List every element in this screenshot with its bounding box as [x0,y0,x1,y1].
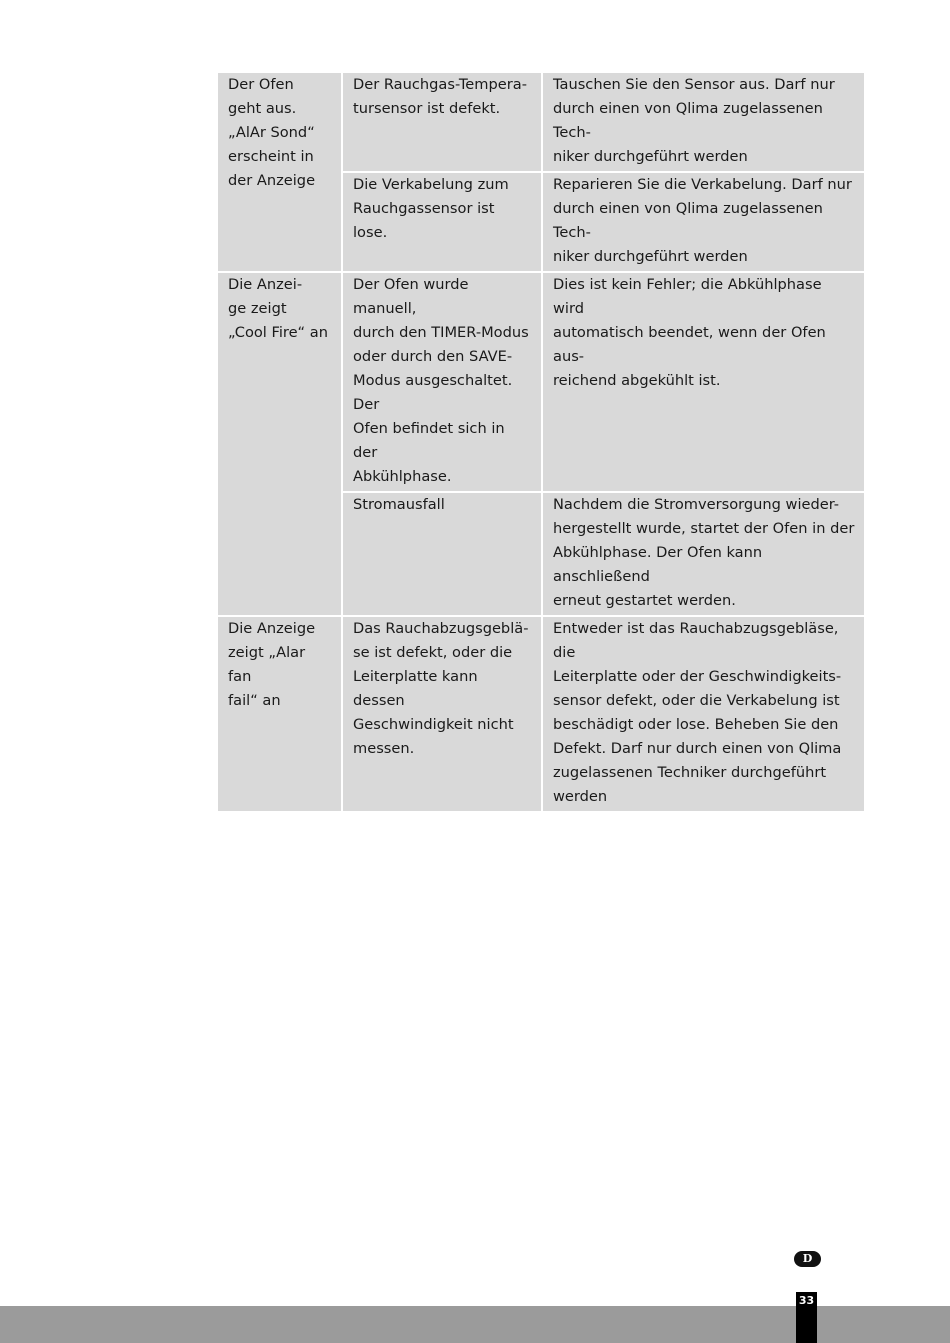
solution-cell: Dies ist kein Fehler; die Abkühlphase wird automatisch beendet, wenn der Ofen aus- reichend abgekühlt ist. [542,272,864,492]
table-row [218,73,864,172]
cause-cell: Stromausfall [342,492,542,616]
problem-cell: Die Anzei- ge zeigt „Cool Fire“ an [218,272,342,616]
solution-cell: Reparieren Sie die Verkabelung. Darf nur durch einen von Qlima zugelassenen Tech- niker durchgeführt werden [542,172,864,272]
table-row [218,272,864,492]
problem-cell: Der Ofen geht aus. „AlAr Sond“ erscheint in der Anzeige [218,73,342,272]
solution-cell: Nachdem die Stromversorgung wieder- hergestellt wurde, startet der Ofen in der Abkühlphase. Der Ofen kann anschließend erneut gestartet werden. [542,492,864,616]
table-row [218,616,864,811]
cause-cell: Das Rauchabzugsgeblä- se ist defekt, oder die Leiterplatte kann dessen Geschwindigkeit nicht messen. [342,616,542,811]
page-number: 33 [798,1294,815,1307]
problem-cell: Die Anzeige zeigt „Alar fan fail“ an [218,616,342,811]
cause-cell: Der Ofen wurde manuell, durch den TIMER-Modus oder durch den SAVE- Modus ausgeschaltet. Der Ofen befindet sich in der Abkühlphase. [342,272,542,492]
language-badge: D [794,1251,821,1267]
solution-cell: Tauschen Sie den Sensor aus. Darf nur durch einen von Qlima zugelassenen Tech- niker durchgeführt werden [542,73,864,172]
solution-cell: Entweder ist das Rauchabzugsgebläse, die Leiterplatte oder der Geschwindigkeits- sensor defekt, oder die Verkabelung ist beschädigt oder lose. Beheben Sie den Defekt. Darf nur durch einen von Qlima zugelassenen Techniker durchgeführt werden [542,616,864,811]
cause-cell: Die Verkabelung zum Rauchgassensor ist lose. [342,172,542,272]
cause-cell: Der Rauchgas-Tempera- tursensor ist defekt. [342,73,542,172]
troubleshooting-table [218,73,864,811]
